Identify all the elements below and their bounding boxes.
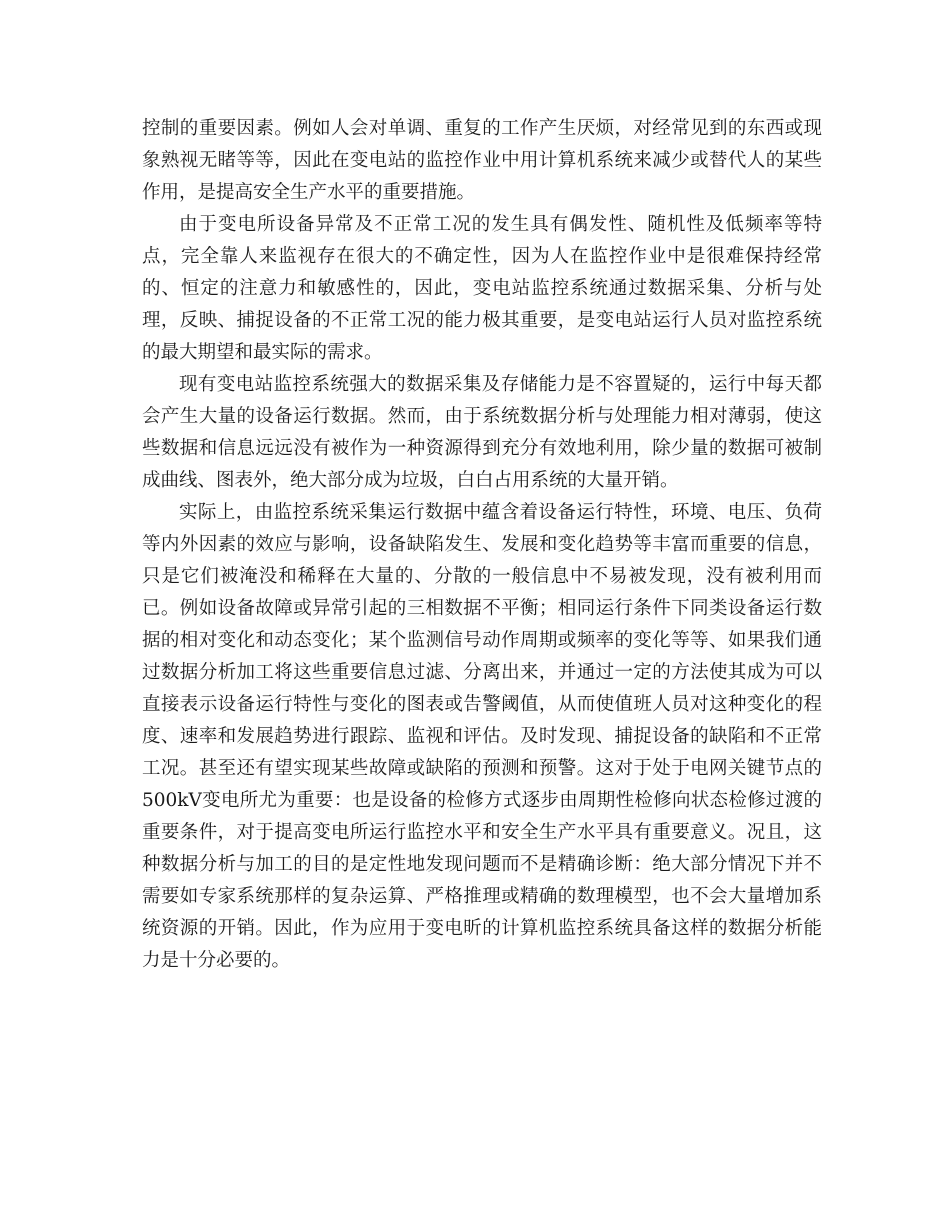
paragraph-2: 由于变电所设备异常及不正常工况的发生具有偶发性、随机性及低频率等特点，完全靠人来监视存在很大的不确定性，因为人在监控作业中是很难保持经常的、恒定的注意力和敏感性的，因此，变电站监控系统通过数据采集、分析与处理，反映、捕捉设备的不正常工况的能力极其重要，是变电站运行人员对监控系统的最大期望和最实际的需求。: [142, 214, 822, 363]
paragraph-1: 控制的重要因素。例如人会对单调、重复的工作产生厌烦，对经常见到的东西或现象熟视无睹等等，因此在变电站的监控作业中用计算机系统来减少或替代人的某些作用，是提高安全生产水平的重要措施。: [142, 118, 822, 203]
paragraph-3: 现有变电站监控系统强大的数据采集及存储能力是不容置疑的，运行中每天都会产生大量的设备运行数据。然而，由于系统数据分析与处理能力相对薄弱，使这些数据和信息远远没有被作为一种资源得到充分有效地利用，除少量的数据可被制成曲线、图表外，绝大部分成为垃圾，白白占用系统的大量开销。: [142, 374, 822, 491]
document-body: [142, 113, 822, 977]
paragraph-4: 实际上，由监控系统采集运行数据中蕴含着设备运行特性，环境、电压、负荷等内外因素的效应与影响，设备缺陷发生、发展和变化趋势等丰富而重要的信息，只是它们被淹没和稀释在大量的、分散的一般信息中不易被发现，没有被利用而已。例如设备故障或异常引起的三相数据不平衡；相同运行条件下同类设备运行数据的相对变化和动态变化；某个监测信号动作周期或频率的变化等等、如果我们通过数据分析加工将这些重要信息过滤、分离出来，并通过一定的方法使其成为可以直接表示设备运行特性与变化的图表或告警阈值，从而使值班人员对这种变化的程度、速率和发展趋势进行跟踪、监视和评估。及时发现、捕捉设备的缺陷和不正常工况。甚至还有望实现某些故障或缺陷的预测和预警。这对于处于电网关键节点的500kV变电所尤为重要：也是设备的检修方式逐步由周期性检修向状态检修过渡的重要条件，对于提高变电所运行监控水平和安全生产水平具有重要意义。况且，这种数据分析与加工的目的是定性地发现问题而不是精确诊断：绝大部分情况下并不需要如专家系统那样的复杂运算、严格推理或精确的数理模型，也不会大量增加系统资源的开销。因此，作为应用于变电昕的计算机监控系统具备这样的数据分析能力是十分必要的。: [142, 502, 822, 971]
